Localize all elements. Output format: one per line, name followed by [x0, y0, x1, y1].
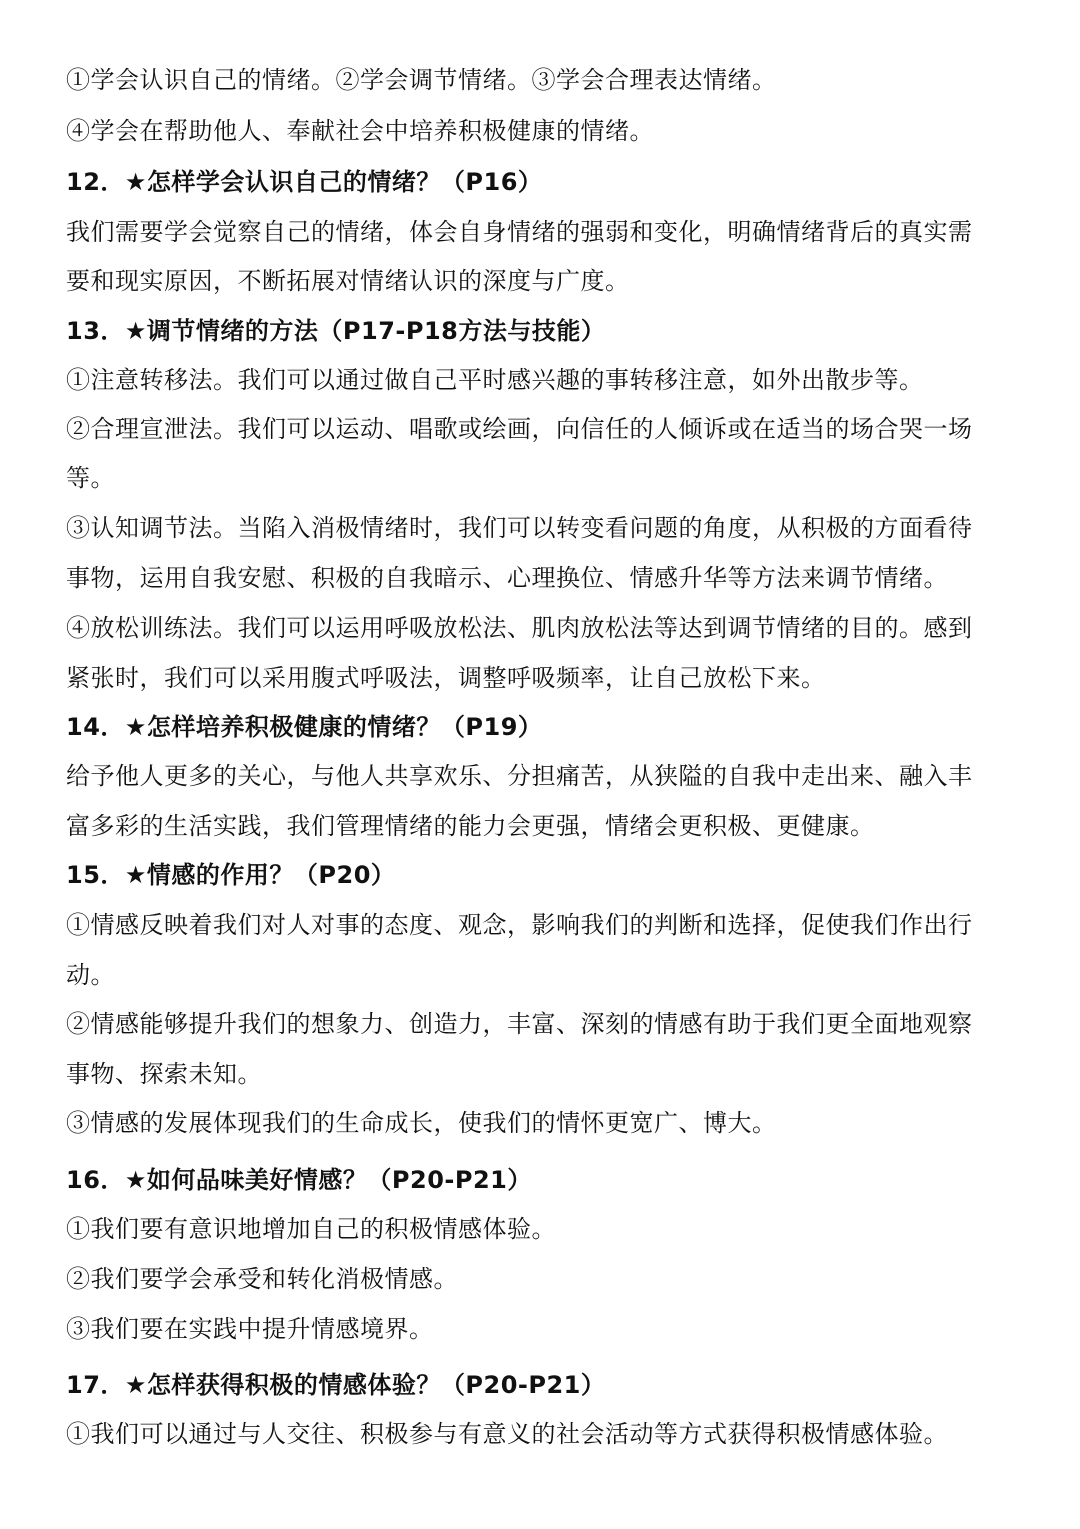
- text-line: ①注意转移法。我们可以通过做自己平时感兴趣的事转移注意，如外出散步等。: [66, 366, 924, 394]
- text-line: 我们需要学会觉察自己的情绪，体会自身情绪的强弱和变化，明确情绪背后的真实需: [66, 218, 973, 246]
- section-heading-17: 17．★怎样获得积极的情感体验？（P20-P21）: [66, 1371, 606, 1399]
- text-line: ②情感能够提升我们的想象力、创造力，丰富、深刻的情感有助于我们更全面地观察: [66, 1010, 973, 1038]
- section-heading-16: 16．★如何品味美好情感？（P20-P21）: [66, 1166, 532, 1194]
- text-line: 事物、探索未知。: [66, 1060, 262, 1088]
- text-line: 要和现实原因，不断拓展对情绪认识的深度与广度。: [66, 267, 630, 295]
- section-heading-13: 13．★调节情绪的方法（P17-P18方法与技能）: [66, 317, 606, 345]
- text-line: ①学会认识自己的情绪。②学会调节情绪。③学会合理表达情绪。: [66, 66, 777, 94]
- section-heading-12: 12．★怎样学会认识自己的情绪？（P16）: [66, 168, 543, 196]
- text-line: 紧张时，我们可以采用腹式呼吸法，调整呼吸频率，让自己放松下来。: [66, 664, 826, 692]
- text-line: 给予他人更多的关心，与他人共享欢乐、分担痛苦，从狭隘的自我中走出来、融入丰: [66, 762, 973, 790]
- text-line: 富多彩的生活实践，我们管理情绪的能力会更强，情绪会更积极、更健康。: [66, 812, 875, 840]
- text-line: ④学会在帮助他人、奉献社会中培养积极健康的情绪。: [66, 117, 654, 145]
- text-line: ③认知调节法。当陷入消极情绪时，我们可以转变看问题的角度，从积极的方面看待: [66, 514, 973, 542]
- text-line: ①我们要有意识地增加自己的积极情感体验。: [66, 1215, 556, 1243]
- text-line: ②合理宣泄法。我们可以运动、唱歌或绘画，向信任的人倾诉或在适当的场合哭一场: [66, 415, 973, 443]
- section-heading-15: 15．★情感的作用？（P20）: [66, 861, 396, 889]
- text-line: 等。: [66, 464, 115, 492]
- text-line: 事物，运用自我安慰、积极的自我暗示、心理换位、情感升华等方法来调节情绪。: [66, 564, 948, 592]
- section-heading-14: 14．★怎样培养积极健康的情绪？（P19）: [66, 713, 543, 741]
- text-line: ④放松训练法。我们可以运用呼吸放松法、肌肉放松法等达到调节情绪的目的。感到: [66, 614, 973, 642]
- text-line: ①我们可以通过与人交往、积极参与有意义的社会活动等方式获得积极情感体验。: [66, 1420, 948, 1448]
- text-line: ②我们要学会承受和转化消极情感。: [66, 1265, 458, 1293]
- text-line: ③情感的发展体现我们的生命成长，使我们的情怀更宽广、博大。: [66, 1109, 777, 1137]
- text-line: 动。: [66, 961, 115, 989]
- text-line: ①情感反映着我们对人对事的态度、观念，影响我们的判断和选择，促使我们作出行: [66, 911, 973, 939]
- text-line: ③我们要在实践中提升情感境界。: [66, 1315, 434, 1343]
